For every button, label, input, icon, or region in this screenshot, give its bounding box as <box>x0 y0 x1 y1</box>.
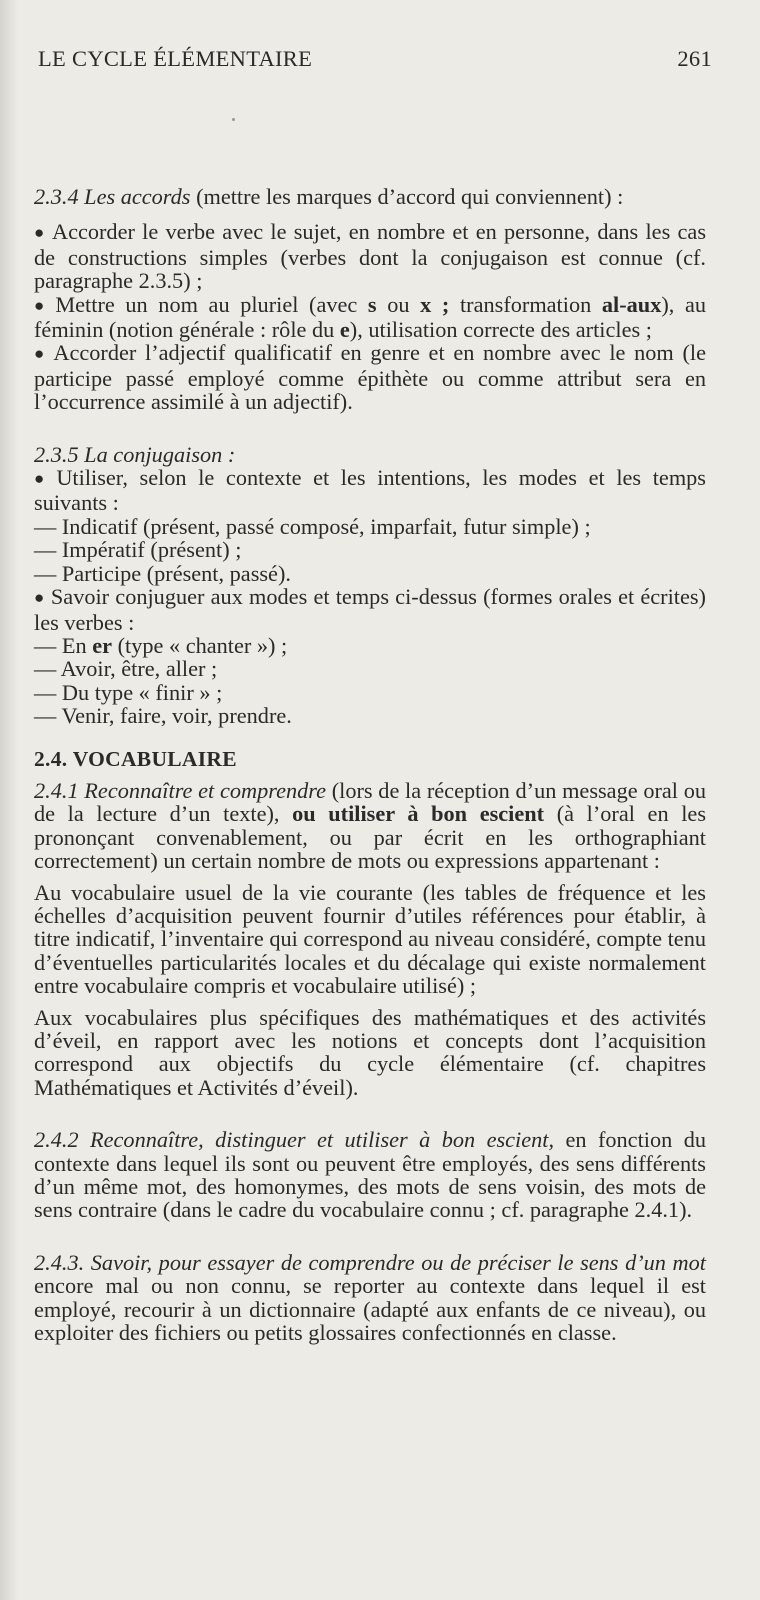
section-2-4-2-title: 2.4.2 Reconnaître, distinguer et utiliser à bon escient, <box>34 1127 555 1153</box>
dash-item <box>34 634 706 657</box>
section-2-4-heading: 2.4. VOCABULAIRE <box>34 746 237 771</box>
paragraph-vocab-usuel: Au vocabulaire usuel de la vie courante (les tables de fréquence et les échelles d’acquisition peuvent fournir d’utiles références pour établir, à titre indicatif, l’inventaire qui correspond au niveau considéré, compte tenu d’éventuelles particularités locales et du décalage qui existe normalement entre vocabulaire compris et vocabulaire utilisé) ; <box>34 879 706 999</box>
bullet-text: Accorder le verbe avec le sujet, en nombre et en personne, dans les cas de constructions simples (verbes dont la conjugaison est connue (cf. paragraphe 2.3.5) ; <box>34 219 706 294</box>
paragraph-text: en fonction du contexte dans lequel ils sont ou peuvent être employés, des sens différents d’un même mot, des homonymes, des mots de sens voisin, des mots de sens contraire (dans le cadre du vocabulaire connu ; cf. paragraphe 2.4.1). <box>34 1127 706 1223</box>
paragraph-2-4-3 <box>34 1251 706 1345</box>
dash-item: — Venir, faire, voir, prendre. <box>34 703 292 729</box>
bullet-text: ou <box>376 291 421 317</box>
paragraph-2-4-1 <box>34 779 706 873</box>
page-number: 261 <box>677 46 712 71</box>
bold-term: al-aux <box>601 291 662 317</box>
section-2-3-4-intro <box>34 185 706 208</box>
section-2-3-4-number: 2.3.4 <box>34 184 79 209</box>
section-2-4-1-title: 2.4.1 Reconnaître et comprendre <box>34 777 327 803</box>
bold-phrase: ou utiliser à bon escient <box>292 801 545 827</box>
section-2-3-5-title: La conjugaison : <box>84 441 236 467</box>
paragraph-2-4-2 <box>34 1128 706 1222</box>
bullet-text: Accorder l’adjectif qualificatif en genre et en nombre avec le nom (le participe passé employé comme épithète ou comme attribut sera en l’occurrence assimilé à un adjectif). <box>34 340 706 415</box>
bullet-icon: ● <box>34 223 46 243</box>
bullet-icon: ● <box>34 344 48 364</box>
bullet-item <box>34 341 706 413</box>
bullet-icon: ● <box>34 588 45 608</box>
section-2-3-5-heading <box>34 443 706 466</box>
bold-letter: x ; <box>420 291 450 317</box>
paragraph-vocab-specifique: Aux vocabulaires plus spécifiques des mathématiques et des activités d’éveil, en rapport avec les notions et concepts dont l’acquisition correspond aux objectifs du cycle élémentaire (cf. chapitres Mathématiques et Activités d’éveil). <box>34 1004 706 1100</box>
dash-item: — Impératif (présent) ; <box>34 537 242 563</box>
section-2-3-4-intro-text: (mettre les marques d’accord qui conviennent) : <box>190 184 624 209</box>
bullet-item <box>34 293 706 342</box>
bullet-text: Savoir conjuguer aux modes et temps ci-dessus (formes orales et écrites) les verbes : <box>34 584 706 635</box>
dash-text: — En <box>34 632 93 658</box>
dash-item: — Participe (présent, passé). <box>34 560 291 586</box>
bullet-item <box>34 466 706 515</box>
bullet-text: Utiliser, selon le contexte et les intentions, les modes et les temps suivants : <box>34 465 706 516</box>
running-header <box>38 46 712 76</box>
page-body <box>34 185 706 1344</box>
bullet-text: Mettre un nom au pluriel (avec <box>55 291 368 317</box>
page-edge-shadow <box>0 0 18 1600</box>
dash-item: — Indicatif (présent, passé composé, imparfait, futur simple) ; <box>34 513 591 539</box>
section-2-3-5-number: 2.3.5 <box>34 441 79 467</box>
bold-term: er <box>92 632 113 658</box>
bold-letter: s <box>367 291 377 317</box>
bullet-text: transformation <box>449 291 602 317</box>
paragraph-text: (lors de la réception d’un message oral ou de la lecture d’un texte), <box>34 777 706 827</box>
bullet-text: ), utilisation correcte des articles ; <box>349 317 652 343</box>
bullet-icon: ● <box>34 295 50 315</box>
bullet-text: ), au féminin (notion générale : rôle du <box>34 291 707 343</box>
paragraph-text: (à l’oral en les prononçant convenablement, ou par écrit en les orthographiant correctement) un certain nombre de mots ou expressions appartenant : <box>34 801 706 874</box>
bullet-icon: ● <box>34 469 51 489</box>
bullet-item <box>34 220 706 292</box>
chapter-title: LE CYCLE ÉLÉMENTAIRE <box>38 46 313 71</box>
bullet-item <box>34 585 706 634</box>
bold-letter: e <box>339 317 350 343</box>
dash-item: — Du type « finir » ; <box>34 679 223 705</box>
section-2-3-4-title: Les accords <box>84 184 191 209</box>
section-2-4-3-title: 2.4.3. Savoir, pour essayer de comprendre ou de préciser le sens d’un mot <box>34 1249 706 1275</box>
ink-speck <box>232 118 235 121</box>
dash-item: — Avoir, être, aller ; <box>34 656 218 682</box>
dash-text: (type « chanter ») ; <box>112 632 288 658</box>
paragraph-text: encore mal ou non connu, se reporter au contexte dans lequel il est employé, recourir à un dictionnaire (adapté aux enfants de ce niveau), ou exploiter des fichiers ou petits glossaires confectionnés en classe. <box>34 1273 706 1346</box>
